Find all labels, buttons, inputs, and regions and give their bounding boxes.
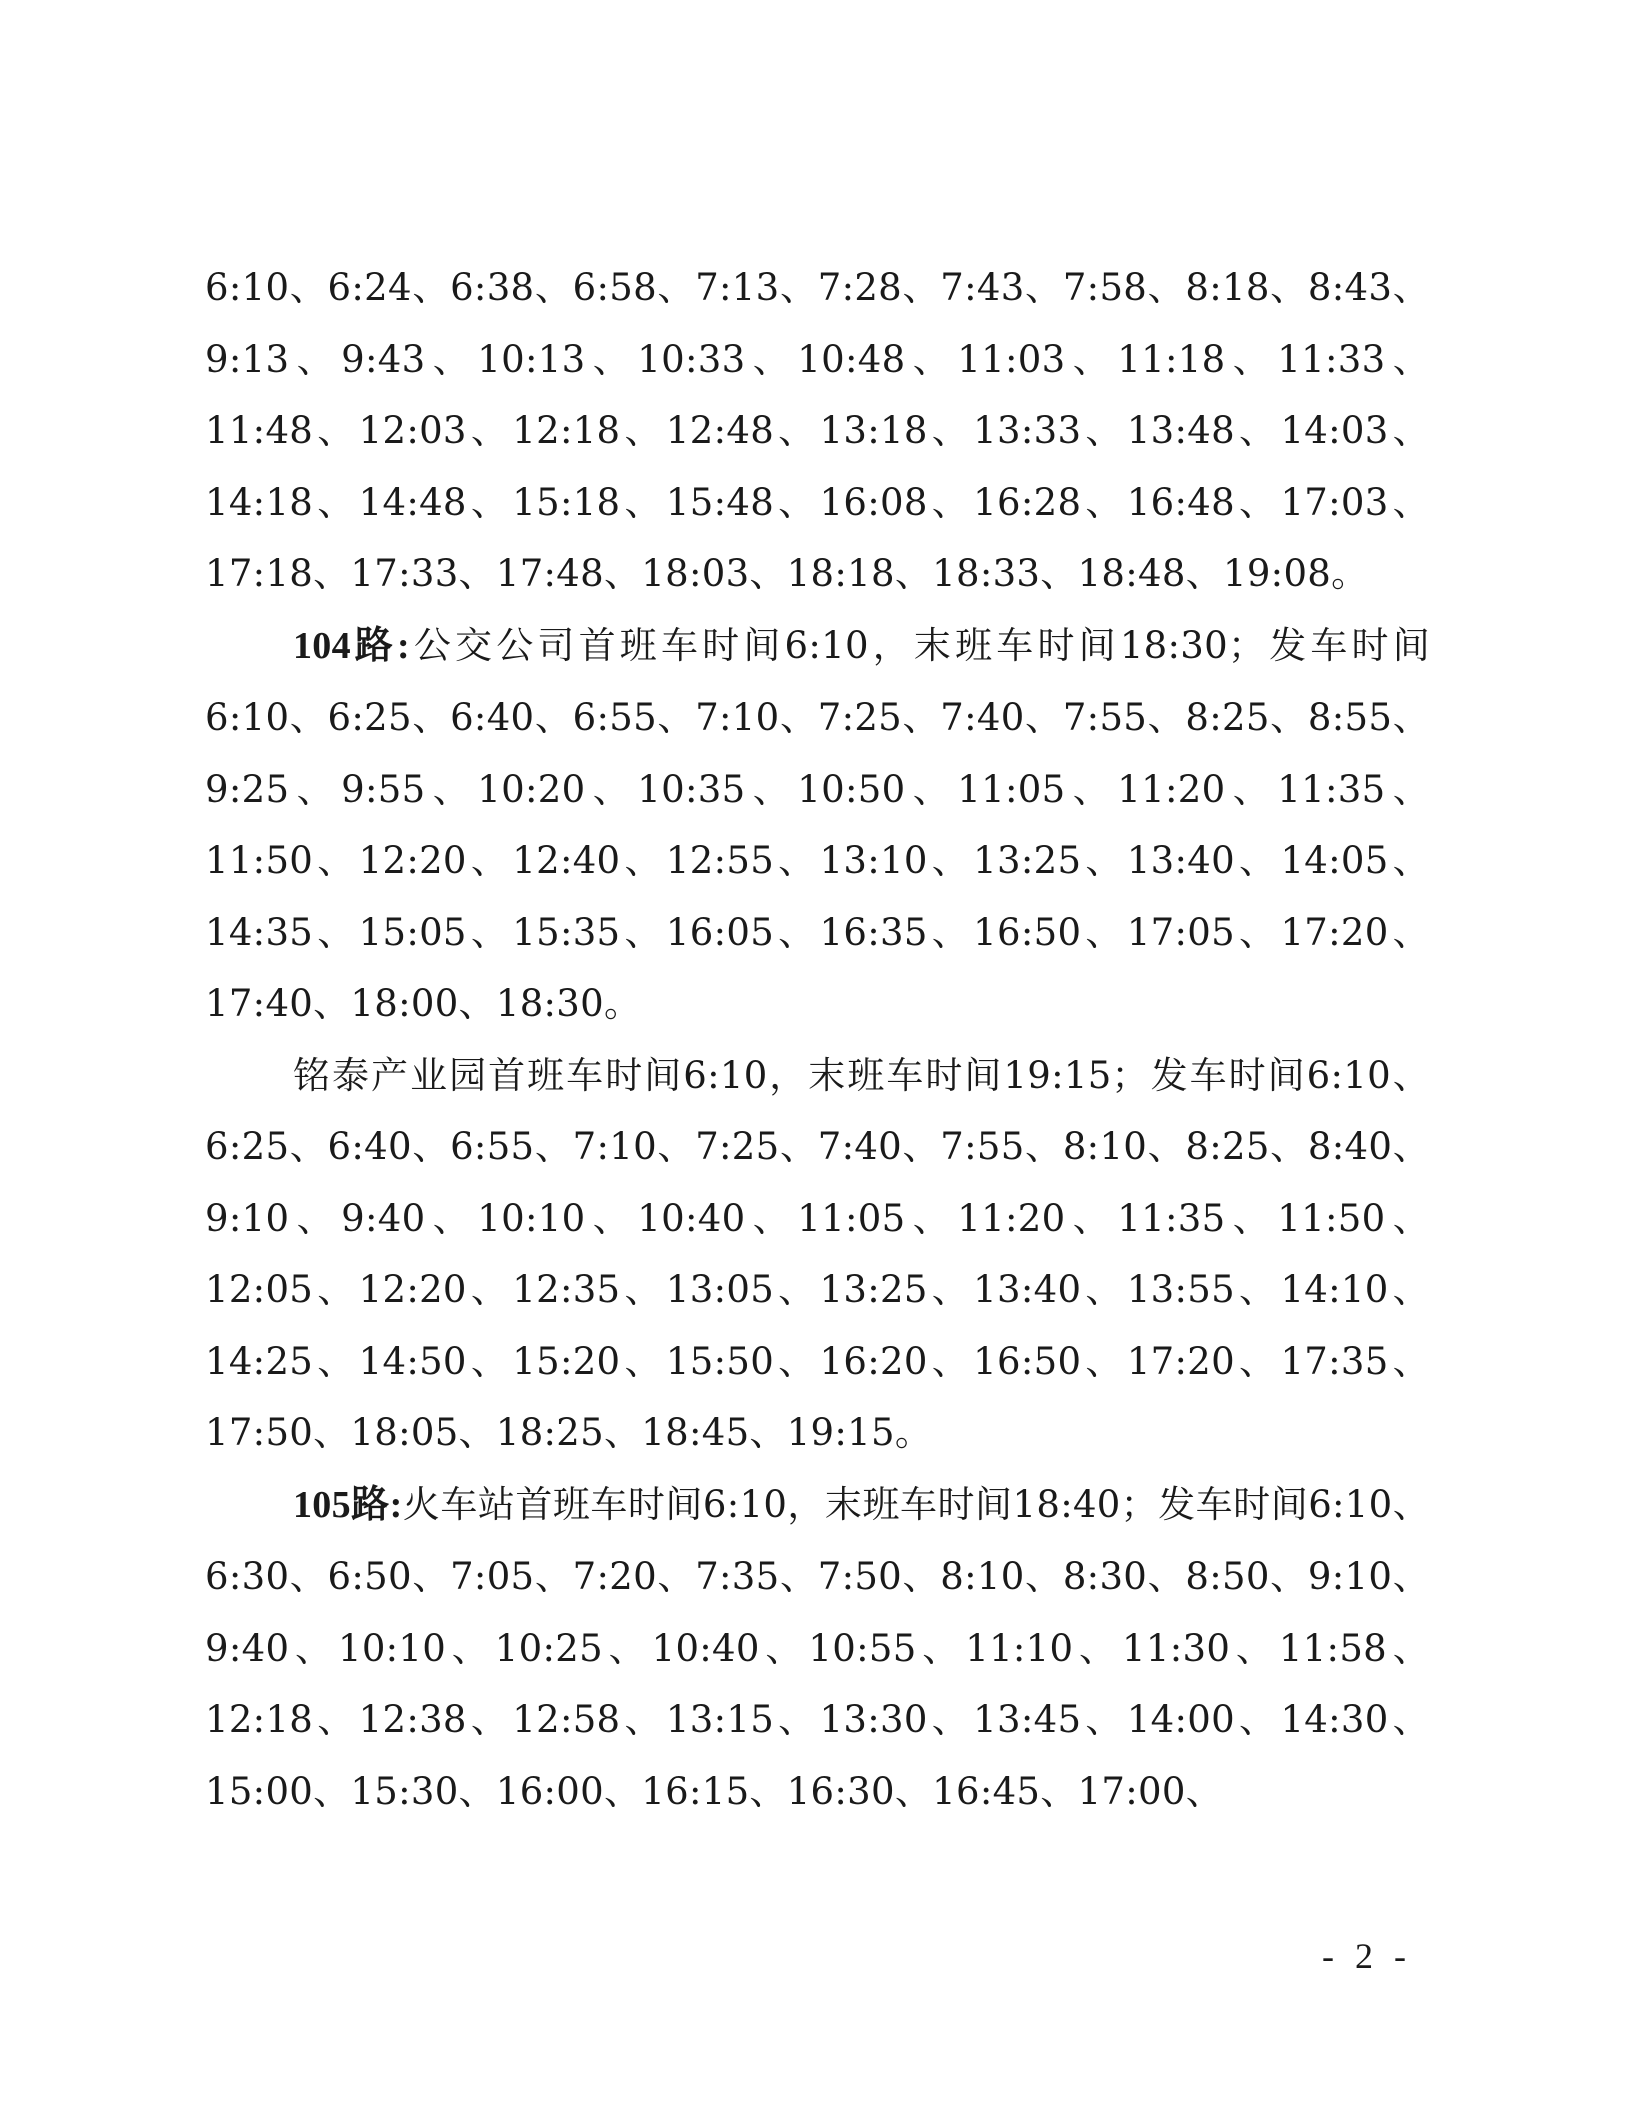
paragraph-text: 公交公司首班车时间6:10，末班车时间18:30；发车时间6:10、6:25、6:40、6:55、7:10、7:25、7:40、7:55、8:25、8:55、9:25、9:55、10:20、10:35、10:50、11:05、11:20、11:35、11:50、12:20、12:40、12:55、13:10、13:25、13:40、14:05、14:35、15:05、15:35、16:05、16:35、16:50、17:05、17:20、17:40、18:00、18:30。 — [205, 623, 1430, 1025]
paragraph-103-schedule-continued — [205, 252, 1430, 610]
paragraph-route-105-station — [205, 1469, 1430, 1828]
paragraph-text: 火车站首班车时间6:10，末班车时间18:40；发车时间6:10、6:30、6:50、7:05、7:20、7:35、7:50、8:10、8:30、8:50、9:10、9:40、10:10、10:25、10:40、10:55、11:10、11:30、11:58、12:18、12:38、12:58、13:15、13:30、13:45、14:00、14:30、15:00、15:30、16:00、16:15、16:30、16:45、17:00、 — [205, 1482, 1431, 1813]
document-body — [205, 252, 1430, 1827]
paragraph-route-104-mingtai — [205, 1040, 1430, 1469]
paragraph-route-104-company — [205, 610, 1430, 1040]
page-number: - 2 - — [1322, 1936, 1412, 1976]
paragraph-text: 6:10、6:24、6:38、6:58、7:13、7:28、7:43、7:58、8:18、8:43、9:13、9:43、10:13、10:33、10:48、11:03、11:18、11:33、11:48、12:03、12:18、12:48、13:18、13:33、13:48、14:03、14:18、14:48、15:18、15:48、16:08、16:28、16:48、17:03、17:18、17:33、17:48、18:03、18:18、18:33、18:48、19:08。 — [205, 266, 1430, 595]
route-label-104: 104路: — [293, 624, 410, 667]
route-label-105: 105路: — [293, 1483, 403, 1526]
paragraph-text: 铭泰产业园首班车时间6:10，末班车时间19:15；发车时间6:10、6:25、6:40、6:55、7:10、7:25、7:40、7:55、8:10、8:25、8:40、9:10、9:40、10:10、10:40、11:05、11:20、11:35、11:50、12:05、12:20、12:35、13:05、13:25、13:40、13:55、14:10、14:25、14:50、15:20、15:50、16:20、16:50、17:20、17:35、17:50、18:05、18:25、18:45、19:15。 — [205, 1053, 1430, 1454]
